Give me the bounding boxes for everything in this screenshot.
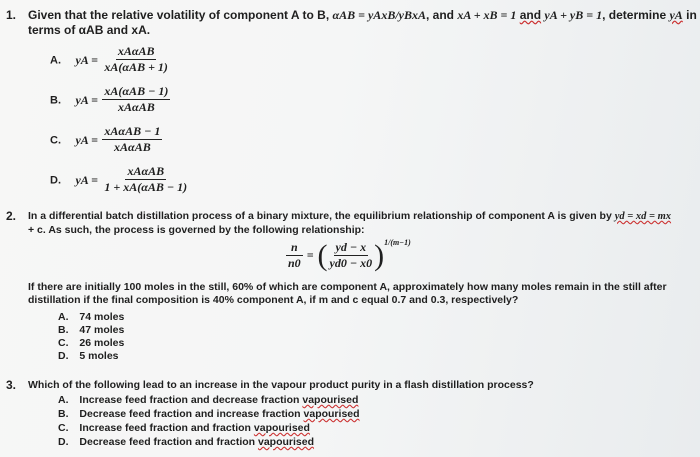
option-text: Increase feed fraction and decrease fraction bbox=[79, 394, 300, 406]
q1-text-c: , determine bbox=[602, 8, 667, 22]
option-text: 26 moles bbox=[79, 337, 125, 349]
q3-option-b[interactable] bbox=[58, 408, 360, 420]
option-text: 47 moles bbox=[79, 324, 125, 336]
option-label: B. bbox=[50, 94, 61, 107]
eq-lhs-denominator: n0 bbox=[288, 256, 301, 270]
q2-option-a[interactable] bbox=[58, 311, 124, 323]
q1-option-a[interactable] bbox=[50, 44, 170, 75]
q2-line1 bbox=[28, 210, 671, 222]
option-text: 74 moles bbox=[79, 311, 125, 323]
fraction-denominator: xAαAB bbox=[118, 100, 155, 114]
option-label: C. bbox=[58, 337, 69, 349]
fraction-denominator: xA(αAB + 1) bbox=[104, 60, 168, 74]
eq-exponent: 1/(m−1) bbox=[384, 238, 411, 247]
option-label: C. bbox=[50, 134, 61, 147]
q1-formula-def: αAB = yAxB/yBxA bbox=[332, 8, 426, 22]
option-label: D. bbox=[58, 350, 69, 362]
option-tail: vapourised bbox=[257, 436, 315, 448]
eq-rhs-fraction bbox=[328, 240, 375, 271]
option-label: D. bbox=[50, 174, 61, 187]
q2-line2: + c. As such, the process is governed by the following relationship: bbox=[28, 224, 365, 236]
q1-stem-line2: terms of αAB and xA. bbox=[28, 23, 151, 37]
option-lhs: yA = bbox=[75, 52, 98, 67]
option-text: Increase feed fraction and fraction bbox=[79, 422, 251, 434]
option-label: D. bbox=[58, 436, 69, 448]
q3-option-d[interactable] bbox=[58, 436, 314, 448]
q2-para1: If there are initially 100 moles in the still, 60% of which are component A, approximately how many moles remain in the still after bbox=[28, 281, 667, 293]
q1-text-in: in bbox=[686, 8, 697, 22]
option-label: B. bbox=[58, 324, 69, 336]
option-fraction bbox=[102, 164, 189, 195]
q3-option-a[interactable] bbox=[58, 394, 358, 406]
eq-rhs-numerator: yd − x bbox=[335, 240, 367, 254]
option-lhs: yA = bbox=[75, 172, 98, 187]
option-tail: vapourised bbox=[302, 394, 359, 406]
q1-option-c[interactable] bbox=[50, 124, 162, 155]
q2-equation bbox=[286, 240, 411, 271]
option-text: Decrease feed fraction and increase fraction bbox=[79, 408, 301, 420]
q1-target: yA bbox=[669, 8, 683, 22]
eq-lhs-fraction bbox=[286, 240, 303, 271]
q2-para2: distillation if the final composition is 40% component A, if m and c equal 0.7 and 0.3, respectively? bbox=[28, 294, 519, 306]
eq-right-paren: ) bbox=[374, 238, 385, 272]
fraction-denominator: xAαAB bbox=[114, 140, 151, 154]
q2-line1-text: In a differential batch distillation process of a binary mixture, the equilibrium relationship of component A is given by bbox=[28, 210, 612, 222]
q3-text: Which of the following lead to an increase in the vapour product purity in a flash distillation process? bbox=[28, 379, 534, 391]
q3-number: 3. bbox=[6, 378, 17, 392]
q1-text-a: Given that the relative volatility of component A to B, bbox=[28, 8, 330, 22]
q1-text-and: and bbox=[519, 8, 542, 22]
option-lhs: yA = bbox=[75, 92, 98, 107]
fraction-numerator: xAαAB bbox=[127, 164, 165, 178]
q2-option-b[interactable] bbox=[58, 324, 124, 336]
q1-formula-sum-y: yA + yB = 1 bbox=[544, 8, 603, 22]
eq-equals: = bbox=[306, 248, 314, 262]
fraction-numerator: xA(αAB − 1) bbox=[104, 84, 169, 98]
q2-option-c[interactable] bbox=[58, 337, 124, 349]
q1-number: 1. bbox=[6, 8, 17, 22]
fraction-numerator: xAαAB − 1 bbox=[104, 124, 161, 138]
option-fraction bbox=[102, 84, 170, 115]
fraction-numerator: xAαAB bbox=[117, 44, 155, 58]
eq-lhs-numerator: n bbox=[286, 240, 303, 256]
eq-left-paren: ( bbox=[317, 238, 328, 272]
q1-option-b[interactable] bbox=[50, 84, 170, 115]
option-tail: vapourised bbox=[303, 408, 360, 420]
q1-text-b: , and bbox=[426, 8, 455, 22]
option-label: B. bbox=[58, 408, 69, 420]
q3-option-c[interactable] bbox=[58, 422, 310, 434]
option-label: A. bbox=[58, 394, 69, 406]
q1-option-d[interactable] bbox=[50, 164, 189, 195]
q1-formula-sum-x: xA + xB = 1 bbox=[457, 8, 517, 22]
eq-rhs-denominator: yd0 − x0 bbox=[329, 256, 373, 270]
q2-relation: yd = xd = mx bbox=[614, 211, 672, 222]
option-text: 5 moles bbox=[79, 350, 119, 362]
fraction-denominator: 1 + xA(αAB − 1) bbox=[104, 180, 188, 194]
option-text: Decrease feed fraction and fraction bbox=[79, 436, 256, 448]
option-label: C. bbox=[58, 422, 69, 434]
option-tail: vapourised bbox=[253, 422, 310, 434]
q2-option-d[interactable] bbox=[58, 350, 119, 362]
option-label: A. bbox=[58, 311, 69, 323]
option-fraction bbox=[102, 44, 169, 75]
option-label: A. bbox=[50, 54, 61, 67]
option-lhs: yA = bbox=[75, 132, 98, 147]
q1-stem-line1 bbox=[28, 8, 697, 23]
option-fraction bbox=[102, 124, 162, 155]
q2-number: 2. bbox=[6, 209, 17, 223]
